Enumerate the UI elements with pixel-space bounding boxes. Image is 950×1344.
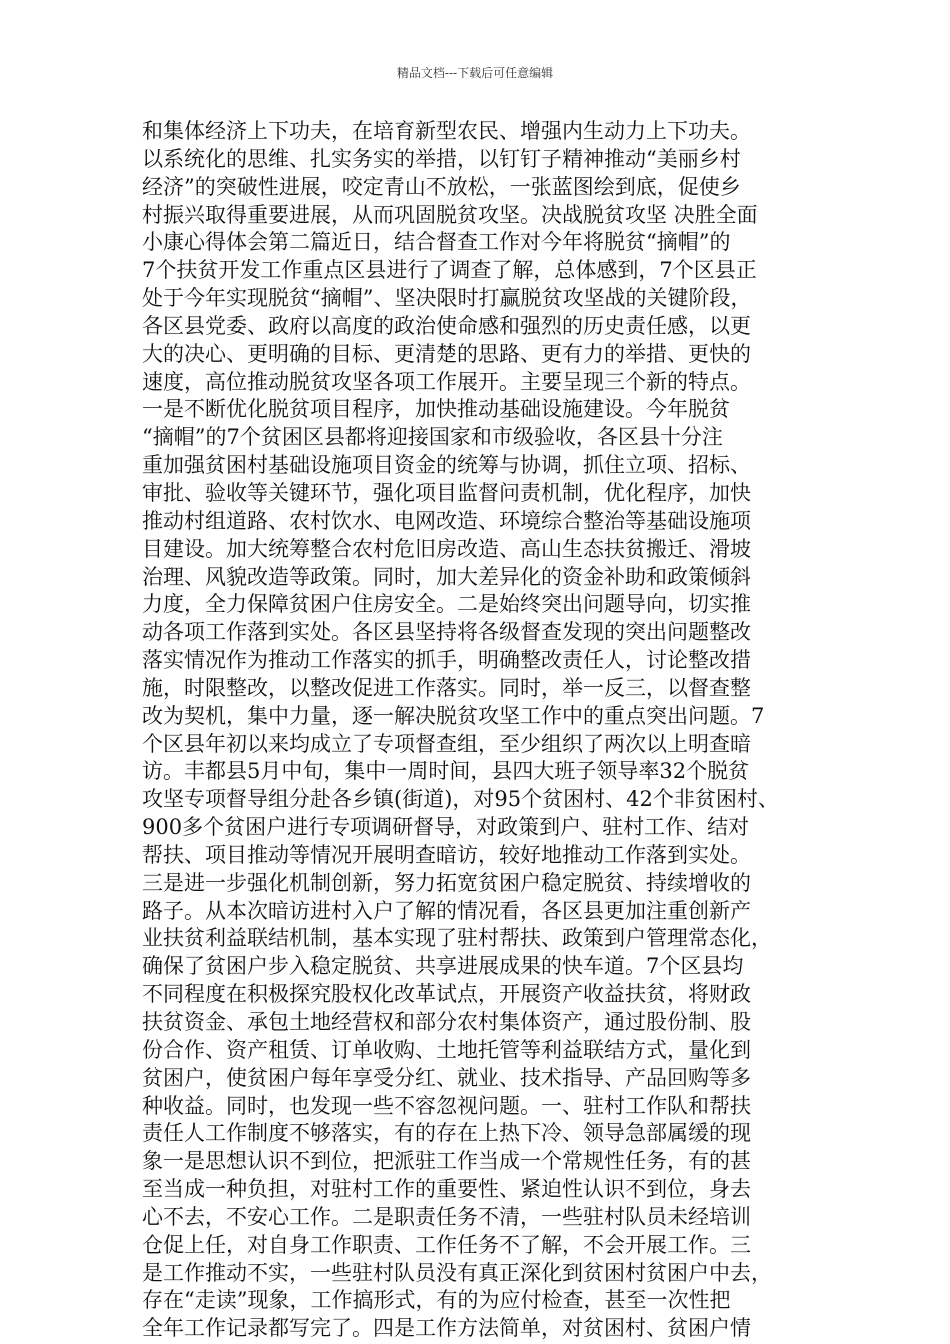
text-line: 扶贫资金、承包土地经营权和部分农村集体资产，通过股份制、股: [142, 1010, 751, 1034]
text-line: 大的决心、更明确的目标、更清楚的思路、更有力的举措、更快的: [142, 341, 751, 366]
text-line: 象一是思想认识不到位，把派驻工作当成一个常规性任务，有的甚: [142, 1149, 751, 1174]
text-line: 目建设。加大统筹整合农村危旧房改造、高山生态扶贫搬迁、滑坡: [142, 536, 751, 561]
text-line: 业扶贫利益联结机制，基本实现了驻村帮扶、政策到户管理常态化，: [142, 926, 772, 951]
text-line: 推动村组道路、农村饮水、电网改造、环境综合整治等基础设施项: [142, 508, 751, 533]
text-line: 至当成一种负担，对驻村工作的重要性、紧迫性认识不到位，身去: [142, 1177, 751, 1202]
text-line: 份合作、资产租赁、订单收购、土地托管等利益联结方式，量化到: [142, 1037, 751, 1062]
text-line: 速度，高位推动脱贫攻坚各项工作展开。主要呈现三个新的特点。: [142, 369, 751, 394]
text-line: 仓促上任，对自身工作职责、工作任务不了解，不会开展工作。三: [142, 1232, 751, 1257]
text-line: 各区县党委、政府以高度的政治使命感和强烈的历史责任感，以更: [142, 313, 751, 338]
text-line: 重加强贫困村基础设施项目资金的统筹与协调，抓住立项、招标、: [142, 453, 751, 478]
text-line: 村振兴取得重要进展，从而巩固脱贫攻坚。决战脱贫攻坚 决胜全面: [142, 202, 758, 227]
text-line: 经济”的突破性进展，咬定青山不放松，一张蓝图绘到底，促使乡: [142, 174, 741, 199]
text-line: 是工作推动不实，一些驻村队员没有真正深化到贫困村贫困户中去，: [142, 1260, 772, 1285]
text-line: 力度，全力保障贫困户住房安全。二是始终突出问题导向，切实推: [142, 592, 751, 617]
text-line: 以系统化的思维、扎实务实的举措，以钉钉子精神推动“美丽乡村: [142, 146, 741, 171]
text-line: 路子。从本次暗访进村入户了解的情况看，各区县更加注重创新产: [142, 898, 751, 923]
text-line: 一是不断优化脱贫项目程序，加快推动基础设施建设。今年脱贫: [142, 397, 730, 422]
text-line: 个区县年初以来均成立了专项督查组，至少组织了两次以上明查暗: [142, 731, 751, 756]
text-line: 存在“走读”现象，工作搞形式，有的为应付检查，甚至一次性把: [142, 1288, 731, 1313]
body-text: [142, 118, 814, 1343]
text-line: “摘帽”的7个贫困区县都将迎接国家和市级验收，各区县十分注: [142, 425, 723, 450]
text-line: 三是进一步强化机制创新，努力拓宽贫困户稳定脱贫、持续增收的: [142, 870, 751, 895]
text-line: 全年工作记录都写完了。四是工作方法简单，对贫困村、贫困户情: [142, 1316, 751, 1341]
text-line: 攻坚专项督导组分赴各乡镇(街道)，对95个贫困村、42个非贫困村、: [142, 787, 779, 812]
text-line: 900多个贫困户进行专项调研督导，对政策到户、驻村工作、结对: [142, 815, 750, 840]
text-line: 帮扶、项目推动等情况开展明查暗访，较好地推动工作落到实处。: [142, 842, 751, 867]
text-line: 和集体经济上下功夫，在培育新型农民、增强内生动力上下功夫。: [142, 119, 751, 143]
text-line: 改为契机，集中力量，逐一解决脱贫攻坚工作中的重点突出问题。7: [142, 703, 765, 728]
page-header: 精品文档---下载后可任意编辑: [396, 66, 554, 80]
text-line: 心不去，不安心工作。二是职责任务不清，一些驻村队员未经培训: [142, 1204, 751, 1229]
text-line: 种收益。同时，也发现一些不容忽视问题。一、驻村工作队和帮扶: [142, 1093, 751, 1118]
text-line: 访。丰都县5月中旬，集中一周时间，县四大班子领导率32个脱贫: [142, 759, 750, 784]
text-line: 确保了贫困户步入稳定脱贫、共享进展成果的快车道。7个区县均: [142, 954, 744, 979]
text-line: 审批、验收等关键环节，强化项目监督问责机制，优化程序，加快: [142, 480, 751, 505]
text-line: 落实情况作为推动工作落实的抓手，明确整改责任人，讨论整改措: [142, 648, 751, 673]
text-line: 责任人工作制度不够落实，有的存在上热下冷、领导急部属缓的现: [142, 1121, 751, 1146]
text-line: 处于今年实现脱贫“摘帽”、坚决限时打赢脱贫攻坚战的关键阶段，: [142, 286, 752, 311]
text-line: 小康心得体会第二篇近日，结合督查工作对今年将脱贫“摘帽”的: [142, 230, 731, 255]
text-line: 动各项工作落到实处。各区县坚持将各级督查发现的突出问题整改: [142, 620, 751, 645]
text-line: 7个扶贫开发工作重点区县进行了调查了解，总体感到，7个区县正: [142, 258, 757, 283]
text-line: 贫困户，使贫困户每年享受分红、就业、技术指导、产品回购等多: [142, 1065, 751, 1090]
text-line: 施，时限整改，以整改促进工作落实。同时，举一反三，以督查整: [142, 675, 751, 700]
text-line: 不同程度在积极探究股权化改革试点，开展资产收益扶贫，将财政: [142, 982, 751, 1007]
text-line: 治理、风貌改造等政策。同时，加大差异化的资金补助和政策倾斜: [142, 564, 751, 589]
